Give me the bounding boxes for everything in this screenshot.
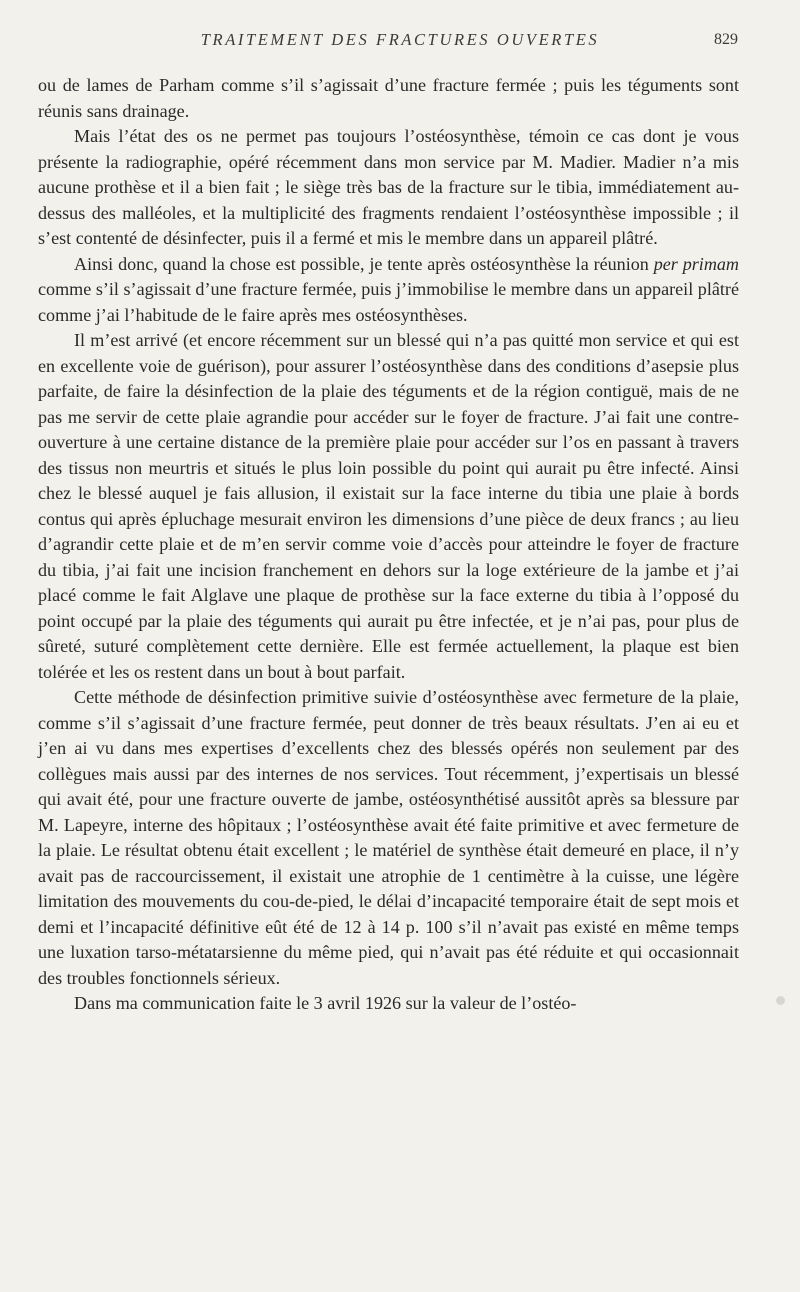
paragraph-3 [38, 252, 739, 329]
paragraph-text: Cette méthode de désinfection primitive suivie d’ostéosynthèse avec fermeture de la plaie, comme s’il s’agissait d’une fracture fermée, peut donner de très beaux résultats. J’en ai eu et j’en ai vu dans mes expertises d’excellents chez des blessés opérés non seulement par des collègues mais aussi par des internes de nos services. Tout récemment, j’expertisais un blessé qui avait été, pour une fracture ouverte de jambe, ostéosynthétisé aussitôt après sa blessure par M. Lapeyre, interne des hôpitaux ; l’ostéosynthèse avait été faite primitive et avec fermeture de la plaie. Le résultat obtenu était excellent ; le matériel de synthèse était demeuré en place, il n’y avait pas de raccourcissement, il existait une atrophie de 1 centimètre à la cuisse, une légère limitation des mouvements du cou-de-pied, le délai d’incapacité temporaire était de sept mois et demi et l’incapacité définitive eût été de 12 à 14 p. 100 s’il n’avait pas existé en même temps une luxation tarso-métatarsienne du même pied, qui n’avait pas été réduite et qui occasionnait des troubles fonctionnels sérieux. [38, 687, 739, 988]
running-title: TRAITEMENT DES FRACTURES OUVERTES [200, 30, 600, 49]
latin-phrase: per primam [653, 253, 739, 274]
paragraph-text: comme s’il s’agissait d’une fracture fermée, puis j’immobilise le membre dans un appareil plâtré comme j’ai l’habitude de le faire après mes ostéosynthèses. [38, 279, 739, 325]
paragraph-4 [38, 328, 739, 685]
paragraph-5 [38, 685, 739, 991]
paragraph-text: ou de lames de Parham comme s’il s’agissait d’une fracture fermée ; puis les téguments sont réunis sans drainage. [38, 75, 739, 121]
paragraph-text: Ainsi donc, quand la chose est possible, je tente après ostéosynthèse la réunion [74, 253, 654, 274]
paragraph-1 [38, 73, 739, 124]
paragraph-6 [38, 991, 739, 1017]
paper-spot [776, 996, 785, 1005]
page-number: 829 [714, 31, 738, 48]
body-text [38, 73, 739, 1017]
paragraph-text: Il m’est arrivé (et encore récemment sur un blessé qui n’a pas quitté mon service et qui est en excellente voie de guérison), pour assurer l’ostéosynthèse dans des conditions d’asepsie plus parfaite, de faire la désinfection de la plaie des téguments et de la région contiguë, mais de ne pas me servir de cette plaie agrandie pour accéder sur le foyer de fracture. J’ai fait une contre-ouverture à une certaine distance de la première plaie pour accéder sur l’os en passant à travers des tissus non meurtris et situés le plus loin possible du point qui aurait pu être infecté. Ainsi chez le blessé auquel je fais allusion, il existait sur la face interne du tibia une plaie à bords contus qui après épluchage mesurait environ les dimensions d’une pièce de deux francs ; au lieu d’agrandir cette plaie et de m’en servir comme voie d’accès pour atteindre le foyer de fracture du tibia, j’ai fait une incision franchement en dehors sur la loge extérieure de la jambe et j’ai placé comme le fait Alglave une plaque de prothèse sur la face externe du tibia à l’opposé du point occupé par la plaie des téguments qui aurait pu être infectée, et je n’ai pas, pour plus de sûreté, suturé complètement cette dernière. Elle est fermée actuellement, la plaque est bien tolérée et les os restent dans un bout à bout parfait. [38, 330, 739, 682]
paragraph-2 [38, 124, 739, 252]
paragraph-text: Mais l’état des os ne permet pas toujours l’ostéosynthèse, témoin ce cas dont je vous présente la radiographie, opéré récemment dans mon service par M. Madier. Madier n’a mis aucune prothèse et il a bien fait ; le siège très bas de la fracture sur le tibia, immédiatement au-dessus des malléoles, et la multiplicité des fragments rendaient l’ostéosynthèse impossible ; il s’est contenté de désinfecter, puis il a fermé et mis le membre dans un appareil plâtré. [38, 126, 739, 248]
paragraph-text: Dans ma communication faite le 3 avril 1926 sur la valeur de l’ostéo- [74, 993, 577, 1013]
